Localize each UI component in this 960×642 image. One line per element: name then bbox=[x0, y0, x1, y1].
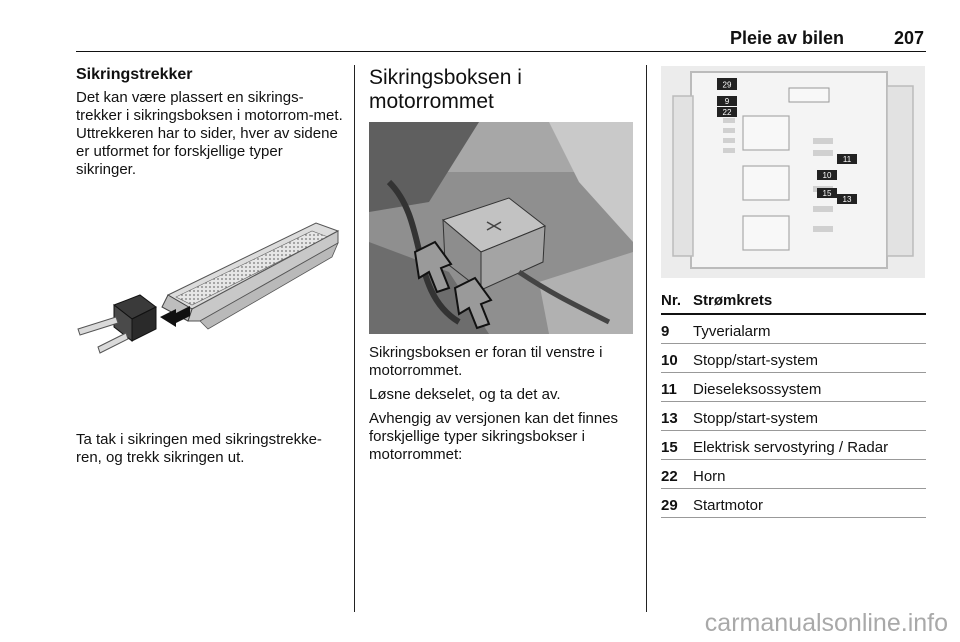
engine-compartment-photo bbox=[369, 122, 633, 334]
table-row bbox=[661, 431, 926, 460]
diagram-label-29 bbox=[717, 78, 737, 90]
fuse-number: 22 bbox=[661, 460, 693, 489]
fuse-circuit: Dieseleksossystem bbox=[693, 373, 926, 402]
fuse-table-header bbox=[661, 290, 926, 314]
diagram-label-13 bbox=[837, 194, 857, 204]
column-fuse-puller bbox=[76, 66, 344, 473]
svg-text:9: 9 bbox=[724, 97, 730, 106]
fuse-number: 10 bbox=[661, 344, 693, 373]
fuse-puller-heading: Sikringstrekker bbox=[76, 66, 193, 83]
svg-text:29: 29 bbox=[722, 80, 732, 90]
column-engine-fuse-box bbox=[369, 66, 635, 470]
fuse-puller-instruction: Ta tak i sikringen med sikringstrekke-ren, og trekk sikringen ut. bbox=[76, 431, 322, 466]
fuse-puller-description: Det kan være plassert en sikrings-trekker i sikringsboksen i motorrom-met. Uttrekkeren har to sider, hver av sidene er utformet for forskjellige typer sikringer. bbox=[76, 89, 343, 178]
fuse-number: 11 bbox=[661, 373, 693, 402]
fuse-number: 13 bbox=[661, 402, 693, 431]
svg-text:15: 15 bbox=[822, 189, 832, 198]
fuse-number: 9 bbox=[661, 314, 693, 344]
fuse-circuit: Tyverialarm bbox=[693, 314, 926, 344]
column-header-nr: Nr. bbox=[661, 290, 693, 314]
column-header-circuit: Strømkrets bbox=[693, 290, 926, 314]
fuse-circuit: Startmotor bbox=[693, 489, 926, 518]
fuse-circuit: Stopp/start-system bbox=[693, 402, 926, 431]
fuse-circuit: Elektrisk servostyring / Radar bbox=[693, 431, 926, 460]
table-row bbox=[661, 344, 926, 373]
table-row bbox=[661, 373, 926, 402]
engine-fuse-box-heading: Sikringsboksen i motorrommet bbox=[369, 66, 522, 113]
diagram-label-10 bbox=[817, 170, 837, 180]
fuse-puller-illustration bbox=[76, 217, 344, 377]
remove-cover-text: Løsne dekselet, og ta det av. bbox=[369, 386, 561, 403]
svg-text:13: 13 bbox=[842, 195, 852, 204]
table-row bbox=[661, 489, 926, 518]
svg-text:10: 10 bbox=[822, 171, 832, 180]
header-title: Pleie av bilen bbox=[729, 28, 844, 48]
fuse-table bbox=[661, 290, 926, 518]
page-number: 207 bbox=[893, 28, 924, 48]
fuse-circuit: Horn bbox=[693, 460, 926, 489]
diagram-label-9 bbox=[717, 96, 737, 106]
svg-text:22: 22 bbox=[722, 108, 732, 117]
table-row bbox=[661, 314, 926, 344]
table-row bbox=[661, 460, 926, 489]
diagram-label-11 bbox=[837, 154, 857, 164]
fuse-box-diagram bbox=[661, 66, 925, 278]
fuse-number: 15 bbox=[661, 431, 693, 460]
fuse-circuit: Stopp/start-system bbox=[693, 344, 926, 373]
fuse-number: 29 bbox=[661, 489, 693, 518]
column-fuse-diagram bbox=[661, 66, 926, 518]
page-header bbox=[76, 24, 926, 52]
column-divider-1 bbox=[354, 65, 355, 612]
diagram-label-15 bbox=[817, 188, 837, 198]
column-divider-2 bbox=[646, 65, 647, 612]
watermark: carmanualsonline.info bbox=[704, 609, 948, 637]
table-row bbox=[661, 402, 926, 431]
fuse-box-location-text: Sikringsboksen er foran til venstre i motorrommet. bbox=[369, 344, 603, 379]
svg-text:11: 11 bbox=[842, 155, 852, 164]
fuse-box-variants-text: Avhengig av versjonen kan det finnes forskjellige typer sikringsbokser i motorrommet: bbox=[369, 410, 619, 463]
diagram-label-22 bbox=[717, 107, 737, 117]
